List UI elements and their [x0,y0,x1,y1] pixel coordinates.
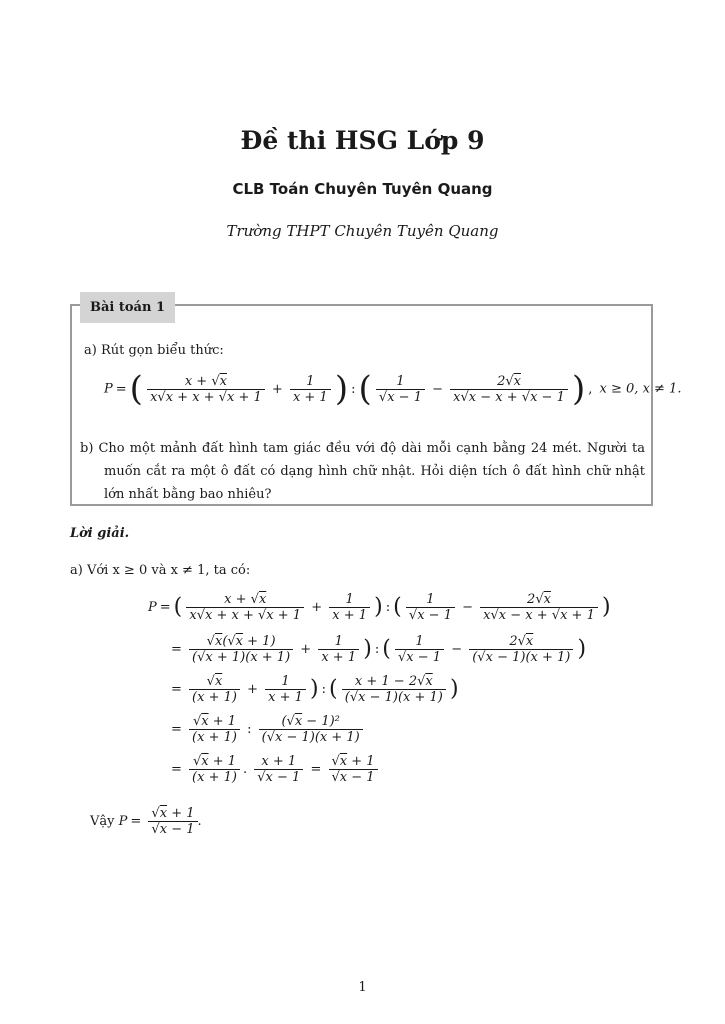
solution-heading: Lời giải. [70,526,130,541]
solution-step-5: = $\frac{√x + 1}{(x + 1)}$ . $\frac{x + 1}{√x - 1}$ = $\frac{√x + 1}{√x - 1}$ [168,754,378,785]
solution-intro: a) Với x ≥ 0 và x ≠ 1, ta có: [70,563,251,578]
solution-step-1: P = ( $\frac{x + √x}{x√x + x + √x + 1}$ + $\frac{1}{x + 1}$ ) : ( $\frac{1}{√x - 1}$ − $\frac{2√x}{x√x - x + √x + 1}$ ) [148,592,611,623]
problem-expression: P =( $\frac{x + √x}{x√x + x + √x + 1}$ + $\frac{1}{x + 1}$ ) :( $\frac{1}{√x - 1}$ − $\frac{2√x}{x√x - x + √x - 1}$ ) , x ≥ 0, x ≠ 1. [104,369,682,409]
solution-step-3: = $\frac{√x}{(x + 1)}$ + $\frac{1}{x + 1}$ ) : ( $\frac{x + 1 - 2√x}{(√x - 1)(x + 1)}$ ) [171,674,459,705]
problem-part-a: a) Rút gọn biểu thức: [84,343,224,358]
problem-part-b: b) Cho một mảnh đất hình tam giác đều với độ dài mỗi cạnh bằng 24 mét. Người ta muốn cắt ra một ô đất có dạng hình chữ nhật. Hỏi diện tích ô đất hình chữ nhật lớn nhất bằng bao nhiêu? [80,441,645,502]
club-name: CLB Toán Chuyên Tuyên Quang [232,180,493,198]
solution-conclusion: Vậy P = $\frac{√x + 1}{√x - 1}$ . [90,806,202,837]
page-number: 1 [358,980,367,995]
solution-step-2: = $\frac{√x(√x + 1)}{(√x + 1)(x + 1)}$ + $\frac{1}{x + 1}$ ) : ( $\frac{1}{√x - 1}$ − $\frac{2√x}{(√x - 1)(x + 1)}$ ) [171,634,587,665]
problem-tab: Bài toán 1 [80,292,175,323]
solution-step-4: = $\frac{√x + 1}{(x + 1)}$ : $\frac{\text{(√x − 1)²}}{(√x - 1)(x + 1)}$ [168,714,363,745]
page-title: Đề thi HSG Lớp 9 [240,126,485,155]
school-name: Trường THPT Chuyên Tuyên Quang [226,222,499,240]
